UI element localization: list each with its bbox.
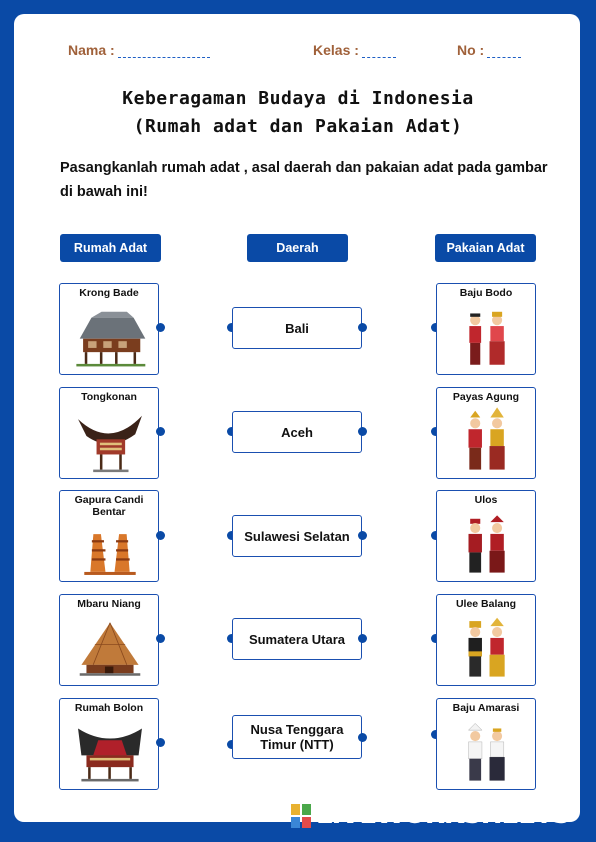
footer-brand-text: LIVEWORKSHEETS — [316, 800, 570, 830]
nama-field[interactable] — [68, 42, 210, 58]
rumah-card-krong-bade[interactable] — [59, 283, 159, 375]
daerah-box-1[interactable]: Bali — [232, 307, 362, 349]
liveworksheets-logo-icon — [290, 803, 312, 829]
pakaian-label: Payas Agung — [452, 391, 520, 403]
daerah-box-4[interactable]: Sumatera Utara — [232, 618, 362, 660]
rumah-card-rumah-bolon[interactable] — [59, 698, 159, 790]
liveworksheets-logo — [290, 800, 570, 830]
rumah-dot-2[interactable] — [156, 427, 165, 436]
title-line-2: (Rumah adat dan Pakaian Adat) — [133, 116, 463, 137]
rumah-label: Rumah Bolon — [74, 702, 144, 714]
rumah-card-tongkonan[interactable] — [59, 387, 159, 479]
pakaian-card-baju-bodo[interactable] — [436, 283, 536, 375]
daerah-dot-right-3[interactable] — [358, 531, 367, 540]
krong-bade-house-icon — [60, 300, 160, 374]
tongkonan-house-icon — [60, 404, 160, 478]
title-line-1: Keberagaman Budaya di Indonesia — [122, 88, 474, 109]
rumah-dot-1[interactable] — [156, 323, 165, 332]
daerah-box-5[interactable]: Nusa Tenggara Timur (NTT) — [232, 715, 362, 759]
daerah-dot-right-1[interactable] — [358, 323, 367, 332]
daerah-dot-right-2[interactable] — [358, 427, 367, 436]
pakaian-label: Baju Amarasi — [452, 702, 520, 714]
header-daerah: Daerah — [247, 234, 348, 262]
nama-line[interactable] — [118, 45, 210, 58]
rumah-dot-5[interactable] — [156, 738, 165, 747]
payas-agung-couple-icon — [437, 404, 537, 478]
pakaian-card-ulee-balang[interactable] — [436, 594, 536, 686]
daerah-box-3[interactable]: Sulawesi Selatan — [232, 515, 362, 557]
header-rumah-adat: Rumah Adat — [60, 234, 161, 262]
rumah-card-gapura-candi-bentar[interactable] — [59, 490, 159, 582]
no-field[interactable] — [457, 42, 521, 58]
no-line[interactable] — [487, 45, 521, 58]
daerah-dot-right-4[interactable] — [358, 634, 367, 643]
ulee-balang-couple-icon — [437, 611, 537, 685]
kelas-field[interactable] — [313, 42, 396, 58]
rumah-label: Mbaru Niang — [77, 598, 141, 610]
daerah-dot-right-5[interactable] — [358, 733, 367, 742]
rumah-dot-3[interactable] — [156, 531, 165, 540]
rumah-dot-4[interactable] — [156, 634, 165, 643]
pakaian-card-baju-amarasi[interactable] — [436, 698, 536, 790]
baju-bodo-couple-icon — [437, 300, 537, 374]
pakaian-label: Ulos — [474, 494, 498, 506]
pakaian-card-payas-agung[interactable] — [436, 387, 536, 479]
pakaian-label: Baju Bodo — [459, 287, 513, 299]
daerah-box-2[interactable]: Aceh — [232, 411, 362, 453]
nama-label: Nama : — [68, 42, 115, 58]
pakaian-card-ulos[interactable] — [436, 490, 536, 582]
kelas-label: Kelas : — [313, 42, 359, 58]
rumah-bolon-house-icon — [60, 715, 160, 789]
header-pakaian-adat: Pakaian Adat — [435, 234, 536, 262]
candi-bentar-gate-icon — [60, 519, 160, 581]
instruction-text: Pasangkanlah rumah adat , asal daerah dan pakaian adat pada gambar di bawah ini! — [60, 160, 548, 200]
rumah-label: Tongkonan — [81, 391, 137, 403]
mbaru-niang-house-icon — [60, 611, 160, 685]
rumah-label: Krong Bade — [79, 287, 139, 299]
pakaian-label: Ulee Balang — [455, 598, 517, 610]
rumah-label: Gapura Candi Bentar — [74, 494, 144, 518]
kelas-line[interactable] — [362, 45, 396, 58]
rumah-card-mbaru-niang[interactable] — [59, 594, 159, 686]
no-label: No : — [457, 42, 485, 58]
baju-amarasi-couple-icon — [437, 715, 537, 789]
ulos-couple-icon — [437, 507, 537, 581]
